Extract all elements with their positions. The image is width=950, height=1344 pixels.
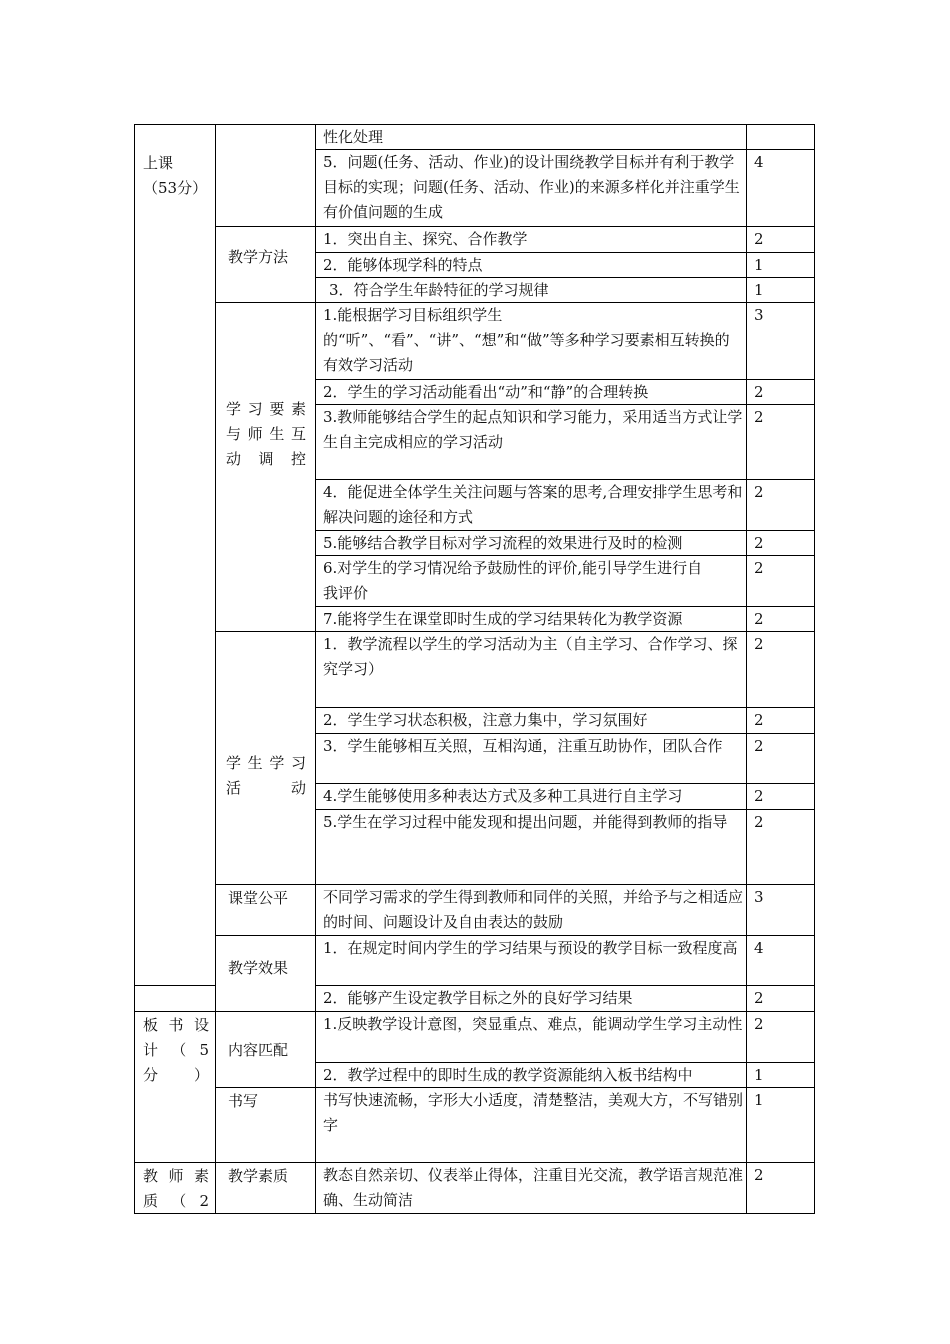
- criterion-score: 2: [754, 1015, 764, 1033]
- criterion-text: 书写快速流畅，字形大小适度，清楚整洁，美观大方，不写错别字: [323, 1091, 744, 1134]
- category-writing: 书写: [228, 1092, 259, 1110]
- criterion-score: 2: [754, 711, 764, 729]
- column-line: [746, 124, 747, 1213]
- criterion-text: 2．学生学习状态积极，注意力集中，学习氛围好: [323, 711, 648, 729]
- criterion-score: 1: [754, 256, 764, 274]
- criterion-score: 2: [754, 383, 764, 401]
- criterion-score: 4: [754, 153, 764, 171]
- criterion-text: 5.能够结合教学目标对学习流程的效果进行及时的检测: [323, 534, 683, 552]
- criterion-score: 2: [754, 737, 764, 755]
- section-class: 上课（53分）: [143, 154, 208, 197]
- criterion-score: 1: [754, 281, 764, 299]
- column-line: [814, 124, 815, 1213]
- criterion-score: 2: [754, 813, 764, 831]
- category-element: 学 习 要 素 与 师 生 互 动调控: [226, 400, 306, 468]
- criterion-text: 1．突出自主、探究、合作教学: [323, 230, 528, 248]
- row-line: [134, 1213, 815, 1214]
- criterion-text: 7.能将学生在课堂即时生成的学习结果转化为教学资源: [323, 610, 683, 628]
- criterion-text: 2．学生的学习活动能看出“动”和“静”的合理转换: [323, 383, 649, 401]
- category-fair: 课堂公平: [228, 889, 289, 907]
- criterion-score: 4: [754, 939, 764, 957]
- criterion-text: 4.学生能够使用多种表达方式及多种工具进行自主学习: [323, 787, 683, 805]
- criterion-text: 6.对学生的学习情况给予鼓励性的评价,能引导学生进行自我评价: [323, 559, 703, 602]
- criterion-score: 2: [754, 1166, 764, 1184]
- criterion-text: 教态自然亲切、仪表举止得体，注重目光交流，教学语言规范准确、生动简洁: [323, 1166, 744, 1209]
- criterion-text: 1．教学流程以学生的学习活动为主（自主学习、合作学习、探究学习）: [323, 635, 738, 678]
- section-board: 板 书 设 计 （ 5 分）: [143, 1016, 209, 1084]
- criterion-text: 4．能促进全体学生关注问题与答案的思考,合理安排学生思考和解决问题的途径和方式: [323, 483, 743, 526]
- criterion-score: 2: [754, 559, 764, 577]
- criterion-text: 2．教学过程中的即时生成的教学资源能纳入板书结构中: [323, 1066, 693, 1084]
- criterion-score: 2: [754, 989, 764, 1007]
- criterion-score: 3: [754, 888, 764, 906]
- row-line: [134, 985, 215, 986]
- category-method: 教学方法: [228, 248, 289, 266]
- criterion-score: 2: [754, 534, 764, 552]
- category-activity: 学 生 学 习 活动: [226, 754, 306, 797]
- criterion-score: 2: [754, 787, 764, 805]
- section-teacher: 教 师 素 质 （ 2: [143, 1167, 209, 1210]
- column-line: [134, 124, 135, 1213]
- criterion-text: 1．在规定时间内学生的学习结果与预设的教学目标一致程度高: [323, 939, 738, 957]
- column-line: [315, 124, 316, 1213]
- criterion-score: 1: [754, 1091, 764, 1109]
- category-quality: 教学素质: [228, 1167, 289, 1185]
- criterion-text: 性化处理: [323, 128, 384, 146]
- criterion-score: 2: [754, 230, 764, 248]
- criterion-score: 3: [754, 306, 764, 324]
- criterion-score: 2: [754, 610, 764, 628]
- criterion-text: 不同学习需求的学生得到教师和同伴的关照，并给予与之相适应的时间、问题设计及自由表达的鼓励: [323, 888, 744, 931]
- criterion-text: 2．能够产生设定教学目标之外的良好学习结果: [323, 989, 633, 1007]
- criterion-text: 3．学生能够相互关照，互相沟通，注重互助协作，团队合作: [323, 737, 723, 755]
- criterion-text: 3．符合学生年龄特征的学习规律: [329, 281, 549, 299]
- criterion-score: 2: [754, 635, 764, 653]
- category-effect: 教学效果: [228, 959, 289, 977]
- criterion-text: 2．能够体现学科的特点: [323, 256, 483, 274]
- criterion-text: 3.教师能够结合学生的起点知识和学习能力，采用适当方式让学生自主完成相应的学习活动: [323, 408, 743, 451]
- criterion-score: 1: [754, 1066, 764, 1084]
- column-line: [215, 124, 216, 1213]
- criterion-score: 2: [754, 483, 764, 501]
- criterion-text: 1.反映教学设计意图，突显重点、难点，能调动学生学习主动性: [323, 1015, 743, 1033]
- criterion-text: 5．问题(任务、活动、作业)的设计围绕教学目标并有利于教学目标的实现；问题(任务、活动、作业)的来源多样化并注重学生有价值问题的生成: [323, 153, 740, 221]
- criterion-text: 1.能根据学习目标组织学生的“听”、“看”、“讲”、“想”和“做”等多种学习要素相互转换的有效学习活动: [323, 306, 730, 374]
- criterion-text: 5.学生在学习过程中能发现和提出问题，并能得到教师的指导: [323, 813, 728, 831]
- criterion-score: 2: [754, 408, 764, 426]
- category-content: 内容匹配: [228, 1041, 289, 1059]
